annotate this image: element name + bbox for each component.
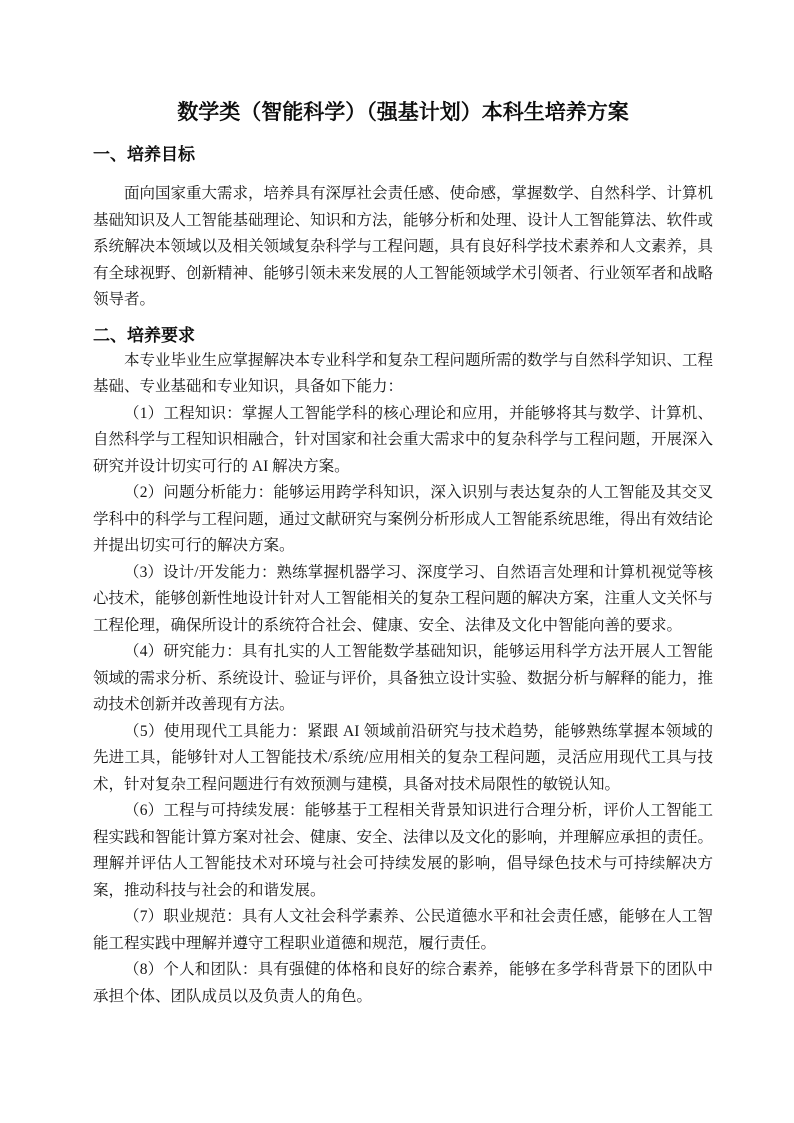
- training-objectives-paragraph: 面向国家重大需求，培养具有深厚社会责任感、使命感，掌握数学、自然科学、计算机基础知识及人工智能基础理论、知识和方法，能够分析和处理、设计人工智能算法、软件或系统解决本领域以及相关领域复杂科学与工程问题，具有良好科学技术素养和人文素养，具有全球视野、创新精神、能够引领未来发展的人工智能领域学术引领者、行业领军者和战略领导者。: [93, 185, 714, 308]
- requirement-item-1-engineering-knowledge: （1）工程知识：掌握人工智能学科的核心理论和应用，并能够将其与数学、计算机、自然科学与工程知识相融合，针对国家和社会重大需求中的复杂科学与工程问题，开展深入研究并设计切实可行的 AI 解决方案。: [93, 404, 714, 475]
- section-heading-training-requirements: 二、培养要求: [93, 325, 195, 345]
- requirement-item-4-research-ability: （4）研究能力：具有扎实的人工智能数学基础知识，能够运用科学方法开展人工智能领域的需求分析、系统设计、验证与评价，具备独立设计实验、数据分析与解释的能力，推动技术创新并改善现有方法。: [93, 643, 714, 713]
- requirement-item-8-individual-and-team: （8）个人和团队：具有强健的体格和良好的综合素养，能够在多学科背景下的团队中承担个体、团队成员以及负责人的角色。: [93, 961, 713, 1005]
- training-requirements-intro-paragraph: 本专业毕业生应掌握解决本专业科学和复杂工程问题所需的数学与自然科学知识、工程基础、专业基础和专业知识，具备如下能力：: [93, 351, 714, 395]
- requirement-item-3-design-development: （3）设计/开发能力：熟练掌握机器学习、深度学习、自然语言处理和计算机视觉等核心技术，能够创新性地设计针对人工智能相关的复杂工程问题的解决方案，注重人文关怀与工程伦理，确保所设计的系统符合社会、健康、安全、法律及文化中智能向善的要求。: [93, 563, 714, 634]
- requirement-item-5-modern-tools: （5）使用现代工具能力：紧跟 AI 领域前沿研究与技术趋势，能够熟练掌握本领域的先进工具，能够针对人工智能技术/系统/应用相关的复杂工程问题，灵活应用现代工具与技术，针对复杂工程问题进行有效预测与建模，具备对技术局限性的敏锐认知。: [93, 722, 713, 793]
- section-heading-training-objectives: 一、培养目标: [93, 145, 195, 164]
- document-title: 数学类（智能科学）（强基计划）本科生培养方案: [177, 101, 629, 124]
- requirement-item-6-sustainable-development: （6）工程与可持续发展：能够基于工程相关背景知识进行合理分析，评价人工智能工程实践和智能计算方案对社会、健康、安全、法律以及文化的影响，并理解应承担的责任。理解并评估人工智能技术对环境与社会可持续发展的影响，倡导绿色技术与可持续解决方案，推动科技与社会的和谐发展。: [93, 802, 714, 899]
- requirement-item-2-problem-analysis: （2）问题分析能力：能够运用跨学科知识，深入识别与表达复杂的人工智能及其交叉学科中的科学与工程问题，通过文献研究与案例分析形成人工智能系统思维，得出有效结论并提出切实可行的解决方案。: [93, 484, 714, 554]
- requirement-item-7-professional-norms: （7）职业规范：具有人文社会科学素养、公民道德水平和社会责任感，能够在人工智能工程实践中理解并遵守工程职业道德和规范，履行责任。: [93, 908, 713, 952]
